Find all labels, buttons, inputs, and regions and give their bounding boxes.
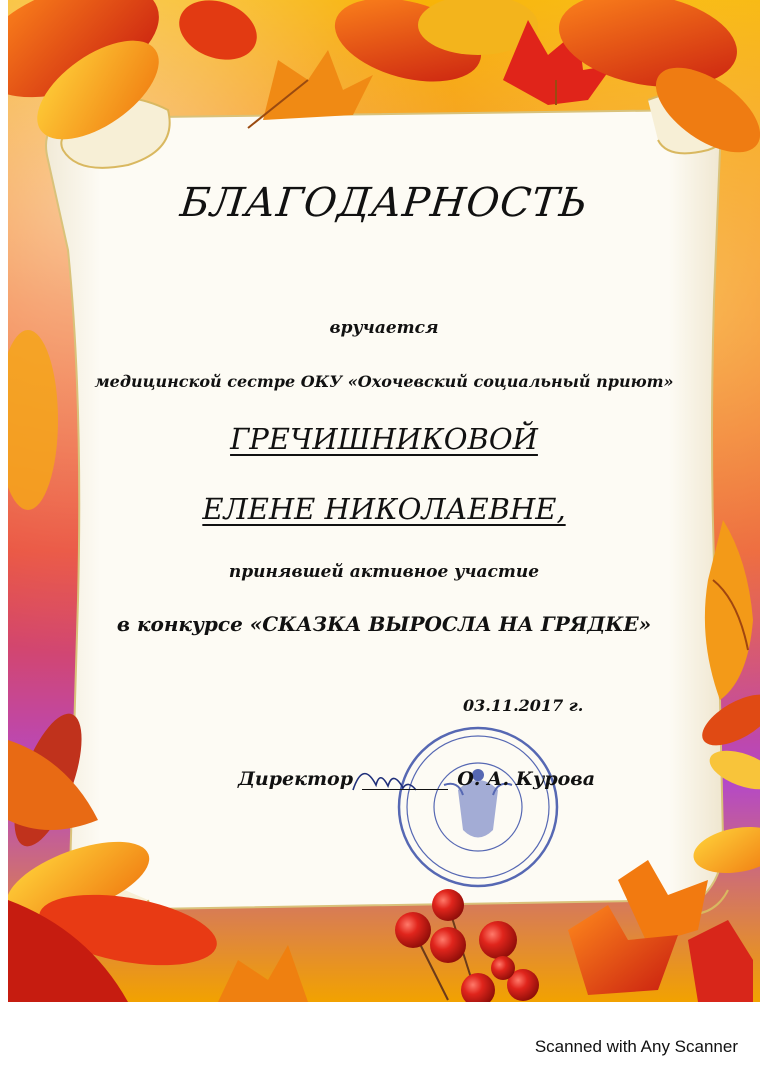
participation-line: принявшей активное участие: [228, 562, 540, 582]
rowan-berries: [395, 889, 539, 1002]
recipient-given-names: ЕЛЕНЕ НИКОЛАЕВНЕ,: [202, 492, 566, 526]
signature-block: [238, 768, 595, 800]
certificate: [8, 0, 760, 1002]
recipient-position: медицинской сестре ОКУ «Охочевский социальный приют»: [94, 372, 674, 391]
certificate-title: БЛАГОДАРНОСТЬ: [178, 180, 590, 226]
scanner-watermark: Scanned with Any Scanner: [534, 1037, 738, 1056]
signature-line: [362, 769, 448, 790]
award-line: вручается: [329, 318, 439, 338]
issue-date: 03.11.2017 г.: [463, 696, 584, 715]
signature-title: Директор: [238, 768, 354, 790]
recipient-surname: ГРЕЧИШНИКОВОЙ: [230, 422, 538, 456]
contest-line: в конкурсе «СКАЗКА ВЫРОСЛА НА ГРЯДКЕ»: [116, 612, 652, 636]
signature-name: О. А. Курова: [457, 768, 596, 790]
